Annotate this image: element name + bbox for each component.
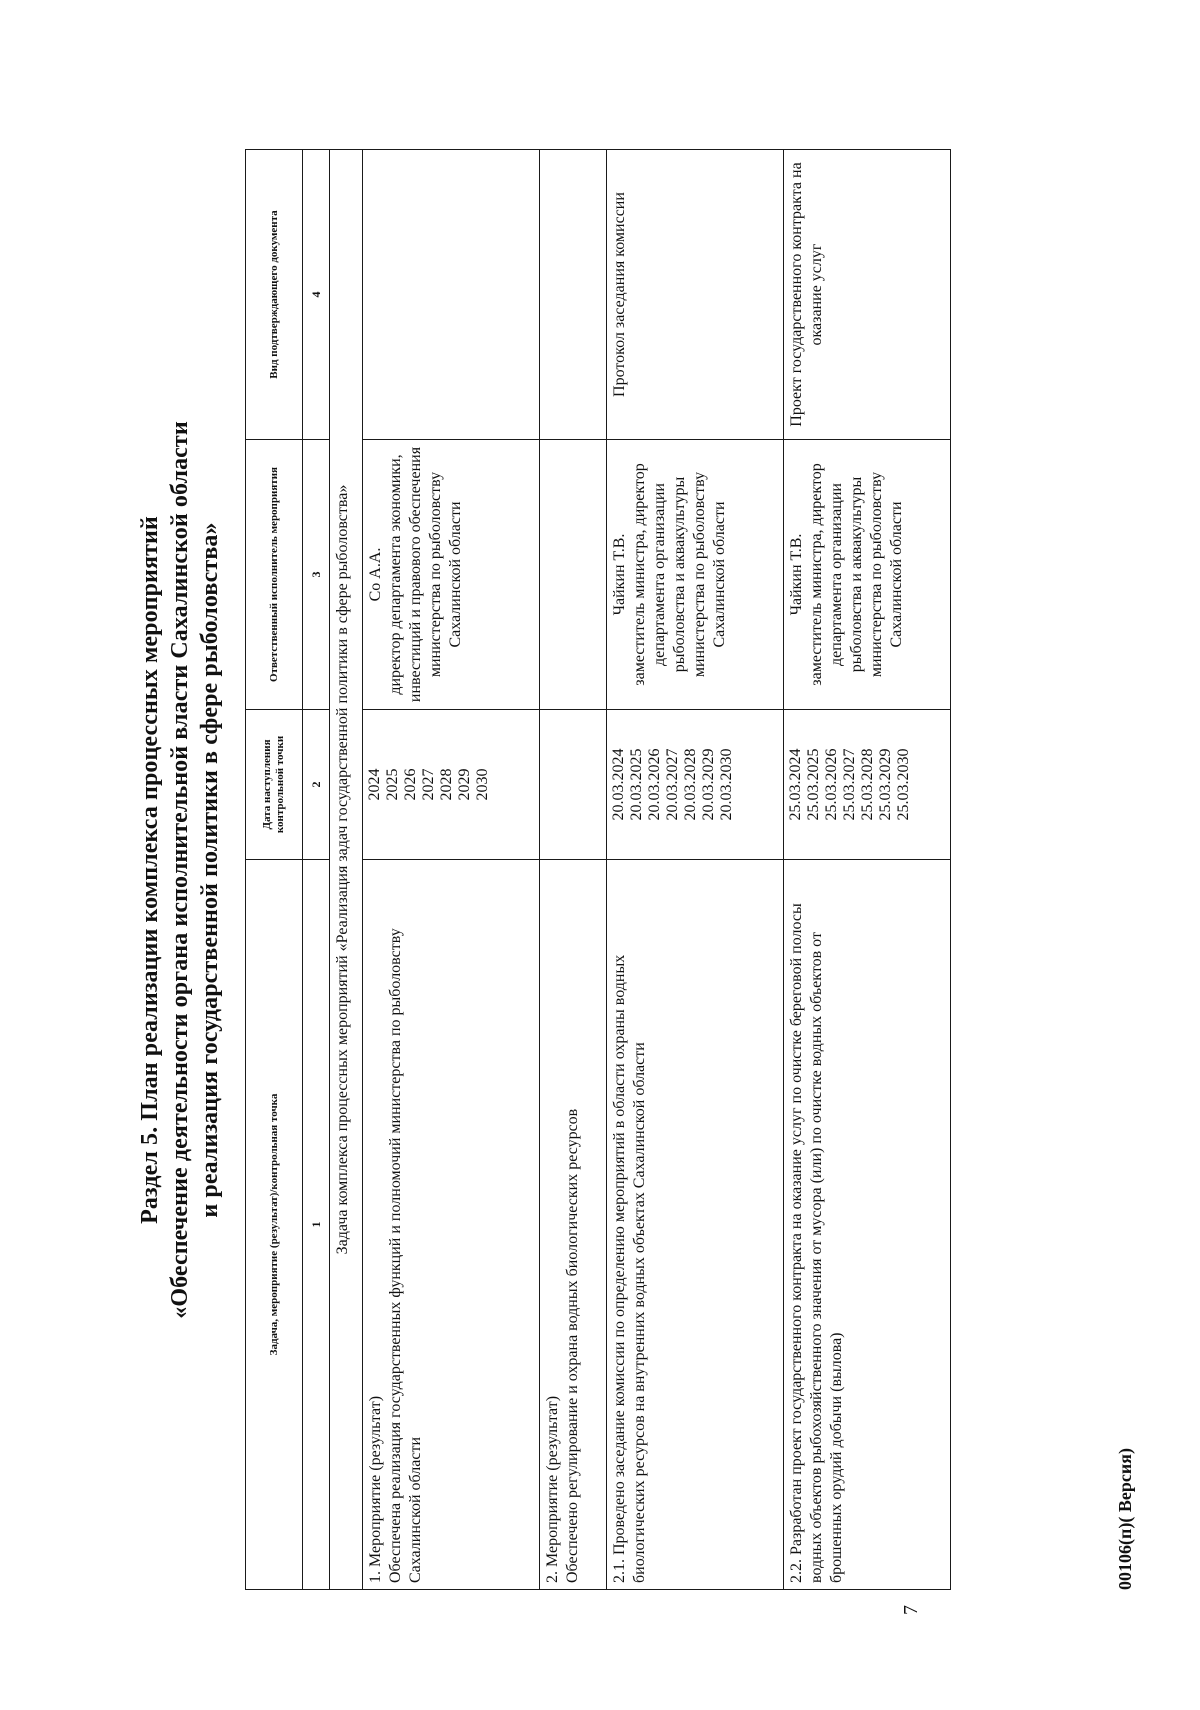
version-label: 00106(п)( Версия) bbox=[1115, 1448, 1135, 1590]
date-cell bbox=[607, 710, 784, 860]
date-value: 25.03.2028 bbox=[859, 748, 876, 821]
executor-position: заместитель министра, директор департамента организации рыболовства и аквакультуры министерства по рыболовству Сахалинской области bbox=[631, 463, 728, 686]
date-value: 2027 bbox=[420, 768, 437, 801]
executor-name: Чайкин Т.В. bbox=[611, 533, 628, 616]
date-cell bbox=[784, 710, 951, 860]
task-cell bbox=[607, 860, 784, 1590]
executor-position: заместитель министра, директор департамента организации рыболовства и аквакультуры министерства по рыболовству Сахалинской области bbox=[808, 463, 905, 686]
executor-name: Со А.А. bbox=[367, 547, 384, 602]
date-value: 2028 bbox=[438, 768, 455, 801]
rotated-sheet bbox=[55, 70, 1155, 1670]
task-text: Обеспечена реализация государственных функций и полномочий министерства по рыболовству Сахалинской области bbox=[387, 928, 424, 1583]
date-value: 20.03.2024 bbox=[610, 748, 627, 821]
section-row bbox=[330, 150, 363, 1590]
date-value: 25.03.2027 bbox=[841, 748, 858, 821]
executor-position: директор департамента экономики, инвестиций и правового обеспечения министерства по рыболовству Сахалинской области bbox=[387, 446, 464, 703]
date-value: 2029 bbox=[456, 768, 473, 801]
date-value: 25.03.2024 bbox=[787, 748, 804, 821]
document-cell: Проект государственного контракта на оказание услуг bbox=[784, 150, 951, 440]
date-cell bbox=[363, 710, 540, 860]
table-row bbox=[540, 150, 607, 1590]
date-value: 20.03.2029 bbox=[700, 748, 717, 821]
date-value: 2030 bbox=[474, 768, 491, 801]
table-row bbox=[784, 150, 951, 1590]
section-title bbox=[135, 70, 225, 1670]
executor-cell bbox=[607, 440, 784, 710]
document-cell bbox=[363, 150, 540, 440]
plan-table bbox=[245, 149, 951, 1590]
date-value: 20.03.2027 bbox=[664, 748, 681, 821]
task-title: 1. Мероприятие (результат) bbox=[367, 1395, 384, 1583]
header-date: Дата наступления контрольной точки bbox=[246, 710, 303, 860]
table-header-row bbox=[246, 150, 303, 1590]
document-cell: Протокол заседания комиссии bbox=[607, 150, 784, 440]
date-value: 20.03.2028 bbox=[682, 748, 699, 821]
column-number: 4 bbox=[303, 150, 330, 440]
column-number-row bbox=[303, 150, 330, 1590]
task-text: 2.2. Разработан проект государственного контракта на оказание услуг по очистке береговой полосы водных объектов рыбохозяйственного значения от мусора (или) по очистке водных объектов от брошенных орудий добычи (вылова) bbox=[788, 903, 845, 1583]
date-value: 20.03.2030 bbox=[718, 748, 735, 821]
header-document: Вид подтверждающего документа bbox=[246, 150, 303, 440]
date-value: 25.03.2029 bbox=[877, 748, 894, 821]
column-number: 2 bbox=[303, 710, 330, 860]
column-number: 3 bbox=[303, 440, 330, 710]
task-title: 2. Мероприятие (результат) bbox=[544, 1395, 561, 1583]
executor-name: Чайкин Т.В. bbox=[788, 533, 805, 616]
task-cell bbox=[784, 860, 951, 1590]
date-cell bbox=[540, 710, 607, 860]
document-cell bbox=[540, 150, 607, 440]
task-text: Обеспечено регулирование и охрана водных биологических ресурсов bbox=[564, 1108, 581, 1583]
date-value: 2024 bbox=[366, 768, 383, 801]
table-row bbox=[363, 150, 540, 1590]
date-value: 25.03.2025 bbox=[805, 748, 822, 821]
header-task: Задача, мероприятие (результат)/контрольная точка bbox=[246, 860, 303, 1590]
title-line-2: «Обеспечение деятельности органа исполнительной власти Сахалинской области bbox=[167, 421, 193, 1319]
executor-cell bbox=[784, 440, 951, 710]
task-text: 2.1. Проведено заседание комиссии по определению мероприятий в области охраны водных биологических ресурсов на внутренних водных объектах Сахалинской области bbox=[611, 954, 648, 1583]
date-value: 2025 bbox=[384, 768, 401, 801]
date-value: 2026 bbox=[402, 768, 419, 801]
title-line-1: Раздел 5. План реализации комплекса процессных мероприятий bbox=[137, 516, 163, 1224]
title-line-3: и реализация государственной политики в сфере рыболовства» bbox=[197, 522, 223, 1218]
page-number: 7 bbox=[900, 1605, 922, 1615]
header-executor: Ответственный исполнитель мероприятия bbox=[246, 440, 303, 710]
section-heading: Задача комплекса процессных мероприятий «Реализация задач государственной политики в сфере рыболовства» bbox=[330, 150, 363, 1590]
date-value: 25.03.2030 bbox=[895, 748, 912, 821]
table-row bbox=[607, 150, 784, 1590]
executor-cell bbox=[363, 440, 540, 710]
date-value: 25.03.2026 bbox=[823, 748, 840, 821]
date-value: 20.03.2026 bbox=[646, 748, 663, 821]
executor-cell bbox=[540, 440, 607, 710]
date-value: 20.03.2025 bbox=[628, 748, 645, 821]
task-cell bbox=[540, 860, 607, 1590]
column-number: 1 bbox=[303, 860, 330, 1590]
task-cell bbox=[363, 860, 540, 1590]
